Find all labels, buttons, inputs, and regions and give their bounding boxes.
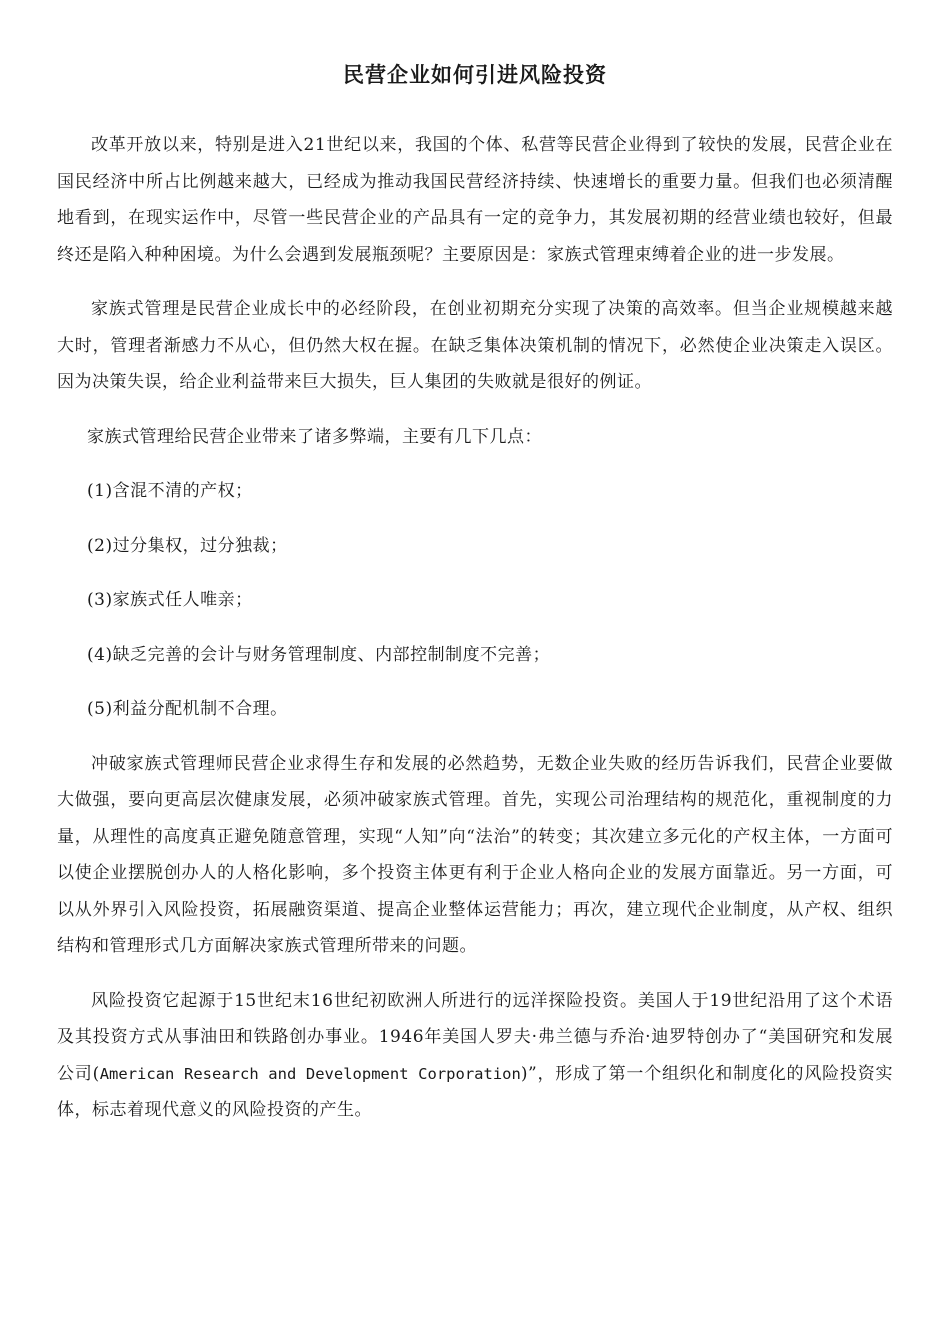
title-text: 民营企业如何引进风险投资 (343, 62, 607, 87)
venture-history-part-1: 风险投资它起源于15世纪末16世纪初欧洲人所进行的远洋探险投资。美国人于19世纪沿用了这个术语及其投资方式从事油田和铁路创办事业。1946年美国人罗夫·弗兰德与乔治·迪罗特创办了“美国研究和发展公司( (57, 990, 893, 1084)
list-item-4: (4)缺乏完善的会计与财务管理制度、内部控制制度不完善； (87, 644, 551, 665)
paragraph-venture-history (57, 983, 893, 1129)
company-english-name: American Research and Development Corporation (99, 1064, 521, 1083)
list-item-1: (1)含混不清的产权； (87, 481, 253, 501)
paragraph-breakthrough: 冲破家族式管理师民营企业求得生存和发展的必然趋势，无数企业失败的经历告诉我们，民营企业要做大做强，要向更高层次健康发展，必须冲破家族式管理。首先，实现公司治理结构的规范化，重视制度的力量，从理性的高度真正避免随意管理，实现“人知”向“法治”的转变；其次建立多元化的产权主体，一方面可以使企业摆脱创办人的人格化影响，多个投资主体更有利于企业人格向企业的发展方面靠近。另一方面，可以从外界引入风险投资，拓展融资渠道、提高企业整体运营能力；再次，建立现代企业制度，从产权、组织结构和管理形式几方面解决家族式管理所带来的问题。 (57, 753, 893, 956)
list-item-2: (2)过分集权，过分独裁； (87, 535, 288, 556)
list-item-3: (3)家族式任人唯亲； (87, 590, 253, 610)
document-body (57, 127, 893, 1147)
paragraph-family-management: 家族式管理是民营企业成长中的必经阶段，在创业初期充分实现了决策的高效率。但当企业规模越来越大时，管理者渐感力不从心，但仍然大权在握。在缺乏集体决策机制的情况下，必然使企业决策走入误区。因为决策失误，给企业利益带来巨大损失，巨人集团的失败就是很好的例证。 (57, 299, 893, 392)
list-intro: 家族式管理给民营企业带来了诸多弊端，主要有几下几点： (87, 426, 542, 447)
venture-history-part-2: )”，形成了第一个组织化和制度化的风险投资实体，标志着现代意义的风险投资的产生。 (57, 1063, 893, 1120)
list-item-5: (5)利益分配机制不合理。 (87, 699, 288, 719)
document-title (0, 60, 950, 90)
paragraph-intro: 改革开放以来，特别是进入21世纪以来，我国的个体、私营等民营企业得到了较快的发展，民营企业在国民经济中所占比例越来越大，已经成为推动我国民营经济持续、快速增长的重要力量。但我们也必须清醒地看到，在现实运作中，尽管一些民营企业的产品具有一定的竞争力，其发展初期的经营业绩也较好，但最终还是陷入种种困境。为什么会遇到发展瓶颈呢？主要原因是：家族式管理束缚着企业的进一步发展。 (57, 135, 893, 265)
